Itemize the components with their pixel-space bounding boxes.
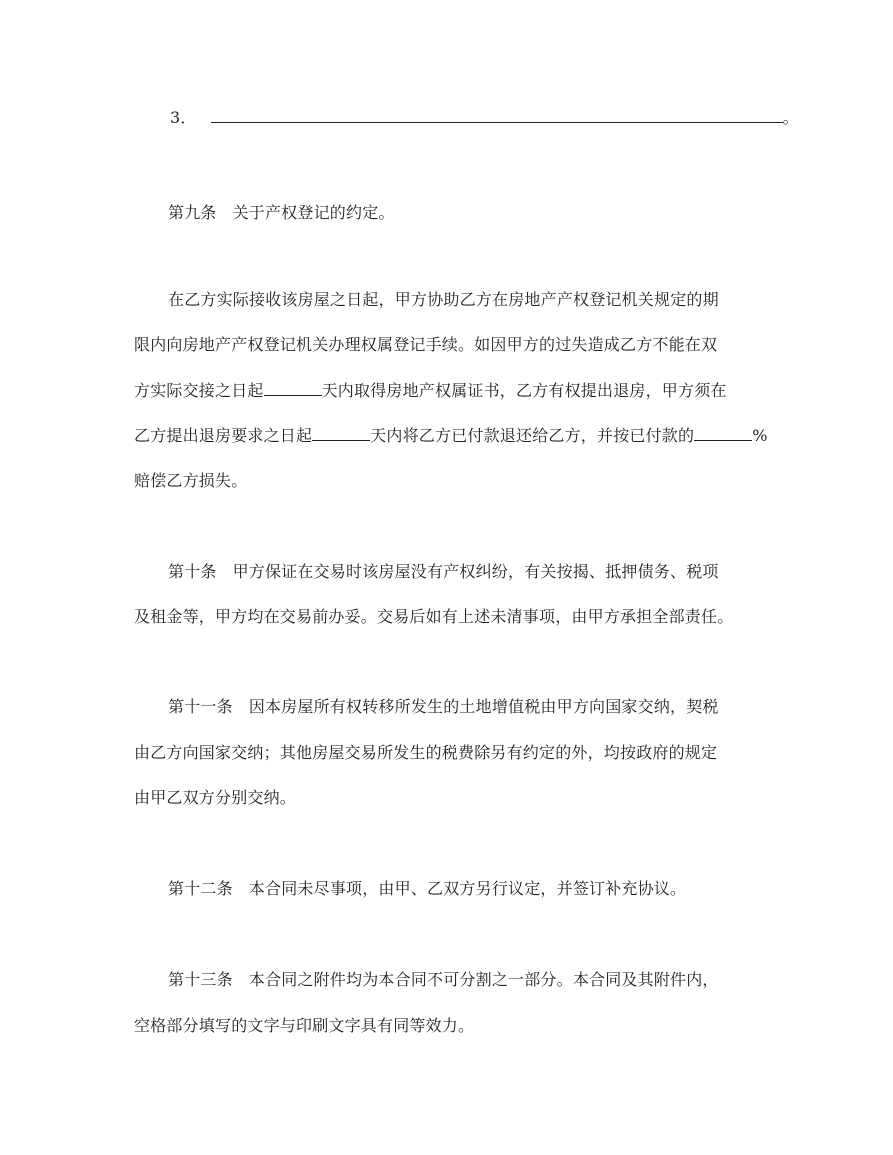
days-to-certificate-blank[interactable] bbox=[264, 381, 322, 396]
days-to-refund-blank[interactable] bbox=[312, 426, 370, 441]
item-3-end: 。 bbox=[782, 108, 799, 127]
article-13-line-1 bbox=[168, 970, 719, 990]
article-9-line-4-middle: 天内将乙方已付款退还给乙方，并按已付款的 bbox=[370, 426, 695, 445]
article-12-heading: 第十二条 bbox=[168, 879, 233, 898]
article-10-heading: 第十条 bbox=[168, 562, 217, 581]
article-9-line-4-start: 乙方提出退房要求之日起 bbox=[134, 426, 313, 445]
article-9-line-3-start: 方实际交接之日起 bbox=[134, 381, 264, 400]
article-9-heading-line bbox=[168, 203, 395, 223]
item-3-blank[interactable] bbox=[211, 108, 783, 123]
article-10-line-2: 及租金等，甲方均在交易前办妥。交易后如有上述未清事项，由甲方承担全部责任。 bbox=[134, 607, 734, 626]
article-9-line-1: 在乙方实际接收该房屋之日起，甲方协助乙方在房地产产权登记机关规定的期 bbox=[168, 290, 719, 309]
article-9-title: 关于产权登记的约定。 bbox=[232, 203, 395, 222]
article-9-line-4 bbox=[134, 426, 768, 446]
article-10-text-1: 甲方保证在交易时该房屋没有产权纠纷，有关按揭、抵押债务、税项 bbox=[232, 562, 719, 581]
article-11-line-3: 由甲乙双方分别交纳。 bbox=[134, 788, 297, 807]
article-9-line-3-end: 天内取得房地产权属证书，乙方有权提出退房，甲方须在 bbox=[321, 381, 727, 400]
article-13-line-2: 空格部分填写的文字与印刷文字具有同等效力。 bbox=[134, 1016, 475, 1035]
article-11-text-1: 因本房屋所有权转移所发生的土地增值税由甲方向国家交纳，契税 bbox=[248, 697, 719, 716]
article-13-heading: 第十三条 bbox=[168, 970, 233, 989]
article-11-heading: 第十一条 bbox=[168, 697, 233, 716]
article-12-line-1 bbox=[168, 879, 686, 899]
item-3-line bbox=[170, 108, 799, 128]
article-10-line-1 bbox=[168, 562, 719, 582]
article-12-text-1: 本合同未尽事项，由甲、乙双方另行议定，并签订补充协议。 bbox=[248, 879, 687, 898]
article-11-line-2: 由乙方向国家交纳；其他房屋交易所发生的税费除另有约定的外，均按政府的规定 bbox=[134, 743, 718, 762]
article-9-line-5: 赔偿乙方损失。 bbox=[134, 471, 248, 490]
percent-sign: % bbox=[752, 426, 768, 445]
compensation-percent-blank[interactable] bbox=[694, 426, 752, 441]
article-9-line-2: 限内向房地产产权登记机关办理权属登记手续。如因甲方的过失造成乙方不能在双 bbox=[134, 335, 718, 354]
article-9-heading: 第九条 bbox=[168, 203, 217, 222]
article-9-line-3 bbox=[134, 381, 727, 401]
article-13-text-1: 本合同之附件均为本合同不可分割之一部分。本合同及其附件内， bbox=[248, 970, 719, 989]
item-3-number: 3． bbox=[170, 108, 197, 127]
article-11-line-1 bbox=[168, 697, 719, 717]
